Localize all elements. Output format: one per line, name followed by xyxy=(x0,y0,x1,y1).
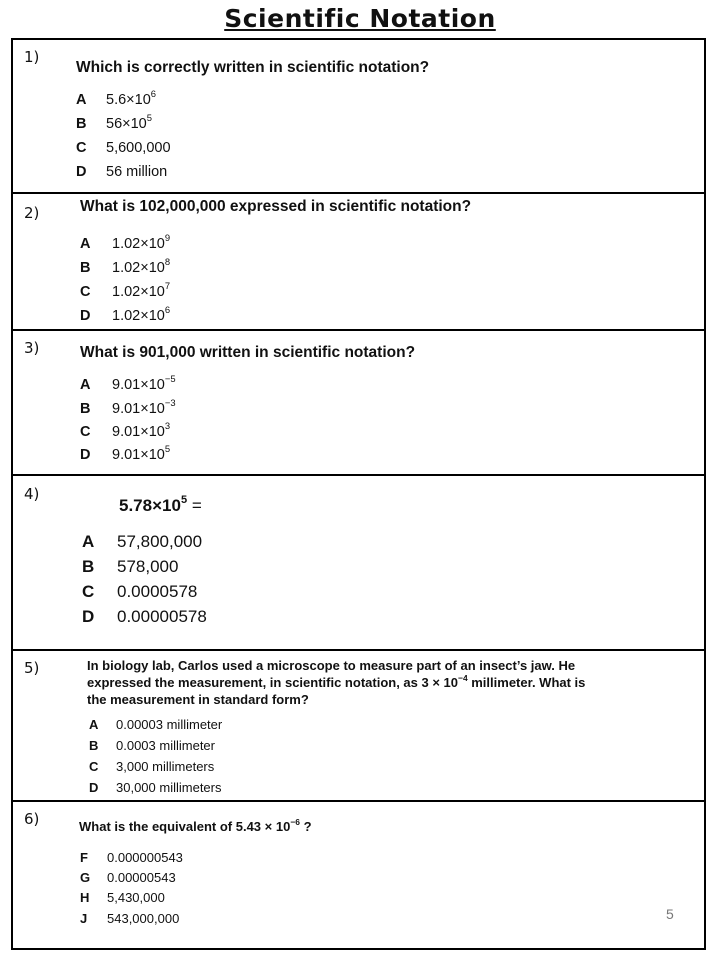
option-letter: D xyxy=(80,447,91,463)
answer-option xyxy=(76,112,152,132)
page-title: Scientific Notation xyxy=(224,4,496,33)
answer-option xyxy=(80,850,183,865)
answer-option xyxy=(80,870,176,885)
option-value: 5,430,000 xyxy=(107,890,165,905)
option-value: 3,000 millimeters xyxy=(116,759,215,774)
answer-option xyxy=(80,911,179,926)
option-letter: B xyxy=(76,116,87,132)
option-value: $56\times 10^5$ xyxy=(106,112,152,132)
question-number: 1) xyxy=(24,48,40,66)
option-value: 0.000000543 xyxy=(107,850,183,865)
answer-option xyxy=(89,738,215,753)
option-value: 0.00000578 xyxy=(117,607,207,626)
question-prompt: What is the equivalent of $5.43 \times 10^{-6}$ ? xyxy=(79,816,312,834)
option-value: 543,000,000 xyxy=(107,911,180,926)
option-letter: A xyxy=(89,717,99,732)
option-value: $1.02\times 10^7$ xyxy=(112,280,171,300)
answer-option xyxy=(89,780,222,795)
option-value: $1.02\times 10^6$ xyxy=(112,304,171,324)
answer-option xyxy=(80,890,165,905)
option-letter: A xyxy=(80,377,91,393)
question-2 xyxy=(13,194,704,331)
option-letter: G xyxy=(80,870,91,885)
option-value: 56 million xyxy=(106,164,168,180)
question-number: 2) xyxy=(24,204,40,222)
answer-option xyxy=(80,373,176,393)
question-number: 6) xyxy=(24,810,40,828)
option-value: 5,600,000 xyxy=(106,140,171,156)
option-letter: C xyxy=(80,284,91,300)
answer-option xyxy=(76,88,156,108)
option-value: 0.00003 millimeter xyxy=(116,717,223,732)
option-letter: B xyxy=(82,557,95,576)
option-value: 0.00000543 xyxy=(107,870,176,885)
answer-option xyxy=(80,443,171,463)
question-prompt: What is 102,000,000 expressed in scientific notation? xyxy=(80,198,472,215)
question-5 xyxy=(13,651,704,802)
option-letter: H xyxy=(80,890,90,905)
option-letter: D xyxy=(80,308,91,324)
question-prompt: In biology lab, Carlos used a microscope to measure part of an insect’s jaw. He expressed the measurement, in scientific notation, as $3 \times 10^{-4}$ millimeter. What is the measurement in standard form? xyxy=(87,658,586,707)
option-letter: A xyxy=(76,92,87,108)
answer-option xyxy=(82,557,178,577)
answer-option xyxy=(76,164,167,180)
page-number: 5 xyxy=(666,906,674,922)
worksheet xyxy=(11,38,706,950)
option-value: $1.02\times 10^8$ xyxy=(112,256,171,276)
option-value: 30,000 millimeters xyxy=(116,780,222,795)
question-4 xyxy=(13,476,704,651)
option-letter: C xyxy=(89,759,99,774)
option-letter: B xyxy=(80,260,91,276)
option-value: 0.0000578 xyxy=(117,582,198,601)
option-letter: C xyxy=(82,582,95,601)
option-letter: D xyxy=(82,607,95,626)
option-letter: F xyxy=(80,850,88,865)
option-value: 57,800,000 xyxy=(117,532,203,551)
question-prompt: What is 901,000 written in scientific notation? xyxy=(80,344,416,361)
answer-option xyxy=(82,607,207,627)
answer-option xyxy=(80,256,171,276)
option-letter: J xyxy=(80,911,88,926)
option-letter: B xyxy=(80,401,91,417)
option-letter: B xyxy=(89,738,99,753)
option-letter: D xyxy=(89,780,99,795)
answer-option xyxy=(82,582,197,602)
option-value: $9.01\times 10^5$ xyxy=(112,443,171,463)
answer-option xyxy=(80,280,171,300)
answer-option xyxy=(80,304,171,324)
question-6 xyxy=(13,802,704,948)
question-number: 5) xyxy=(24,659,40,677)
answer-option xyxy=(89,717,222,732)
answer-option xyxy=(76,140,171,156)
option-letter: C xyxy=(76,140,87,156)
question-number: 4) xyxy=(24,485,40,503)
option-value: $5.6\times 10^6$ xyxy=(106,88,156,108)
answer-option xyxy=(80,232,171,252)
question-3 xyxy=(13,331,704,476)
answer-option xyxy=(80,420,171,440)
option-value: 578,000 xyxy=(117,557,179,576)
question-prompt: Which is correctly written in scientific notation? xyxy=(76,59,430,76)
question-1 xyxy=(13,40,704,194)
answer-option xyxy=(80,397,176,417)
option-value: $1.02\times 10^9$ xyxy=(112,232,171,252)
option-value: 0.0003 millimeter xyxy=(116,738,215,753)
question-number: 3) xyxy=(24,339,40,357)
option-value: $9.01\times 10^{-3}$ xyxy=(112,397,176,417)
option-letter: C xyxy=(80,424,91,440)
answer-option xyxy=(82,532,202,552)
option-letter: A xyxy=(80,236,91,252)
question-prompt: $5.78\times 10^5$ = xyxy=(119,494,202,515)
option-letter: D xyxy=(76,164,87,180)
option-value: $9.01\times 10^3$ xyxy=(112,420,171,440)
option-value: $9.01\times 10^{-5}$ xyxy=(112,373,176,393)
answer-option xyxy=(89,759,214,774)
option-letter: A xyxy=(82,532,95,551)
